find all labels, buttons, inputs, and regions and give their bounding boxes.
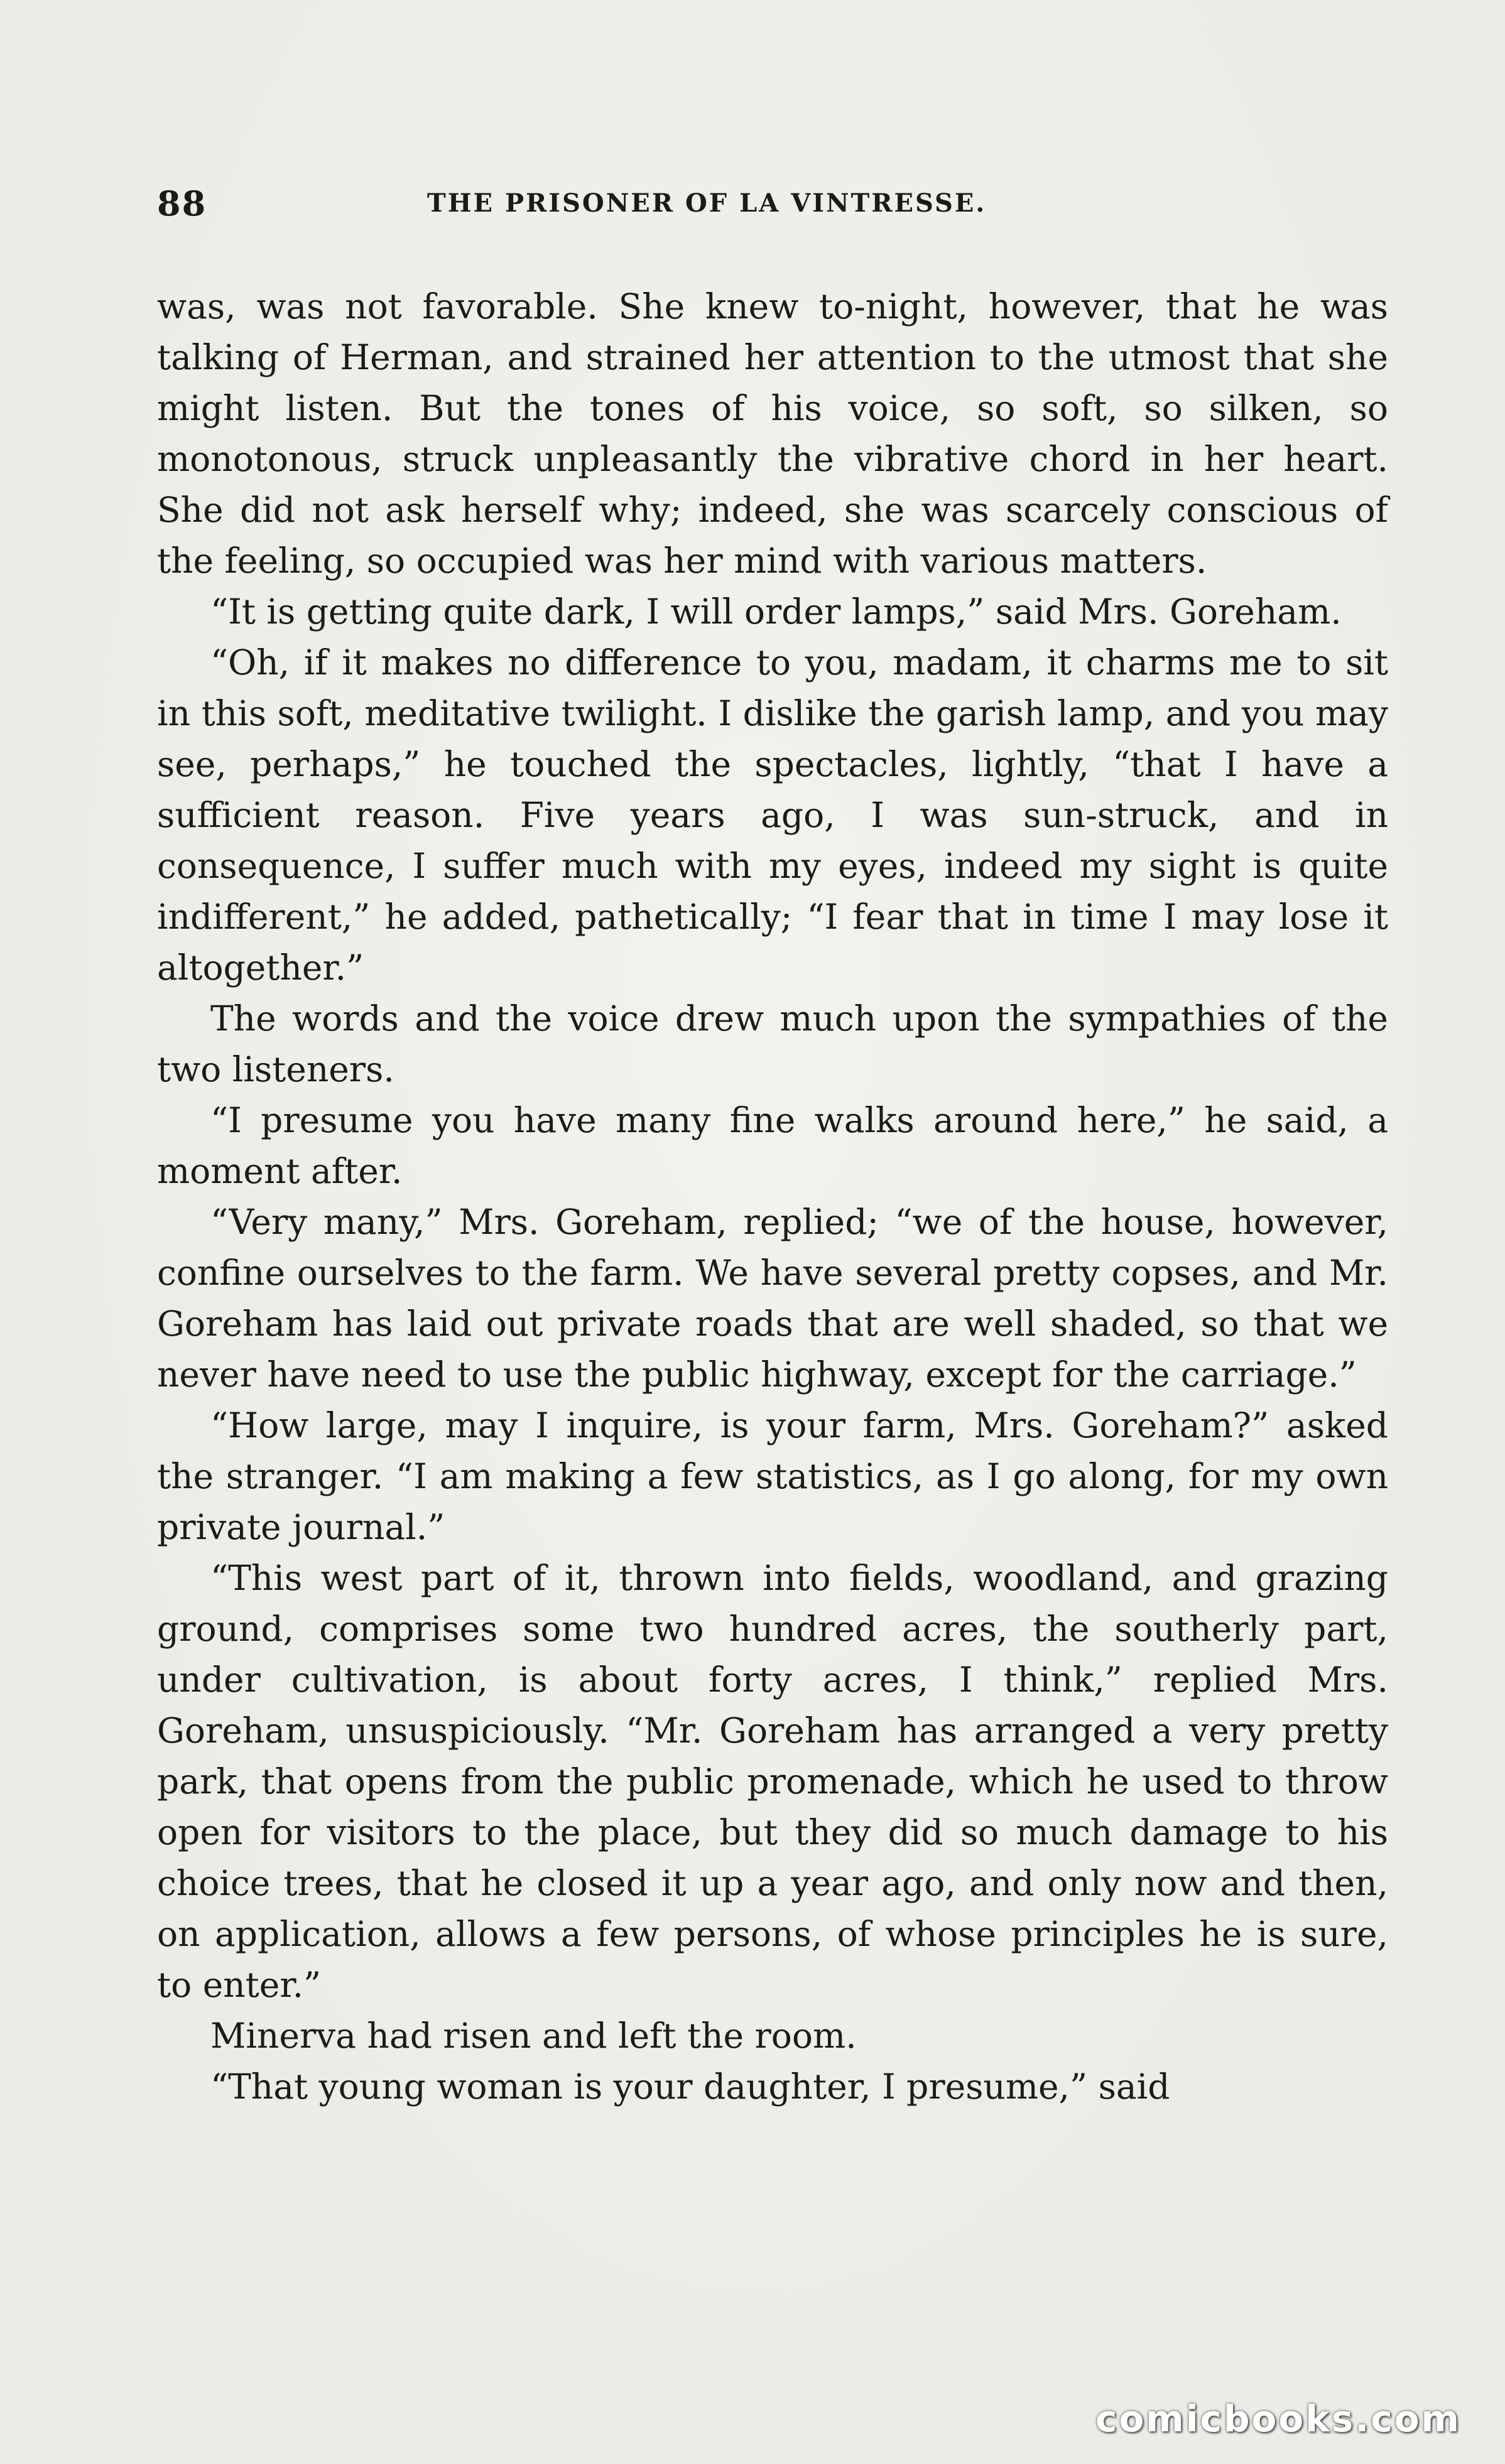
paragraph: Minerva had risen and left the room. [210,2016,857,2056]
running-head [157,183,1388,227]
paragraph: “Very many,” Mrs. Goreham, replied; “we of the house, however, confine ourselves to the farm. We have several pretty copses, and Mr. Goreham has laid out private roads that are well shaded, so that we never have need to use the public highway, except for the carriage.” [157,1202,1388,1395]
body-text [157,281,1388,2112]
book-title: THE PRISONER OF LA VINTRESSE. [427,188,987,218]
watermark: comicbooks.com [1095,2397,1461,2440]
page-number: 88 [157,183,207,224]
paragraph: “How large, may I inquire, is your farm, Mrs. Goreham?” asked the stranger. “I am making a few statistics, as I go along, for my own private journal.” [157,1405,1388,1547]
paragraph: “It is getting quite dark, I will order lamps,” said Mrs. Goreham. [210,592,1342,632]
paragraph: “That young woman is your daughter, I presume,” said [210,2067,1170,2107]
paragraph: “Oh, if it makes no difference to you, madam, it charms me to sit in this soft, meditative twilight. I dislike the garish lamp, and you may see, perhaps,” he touched the spectacles, lightly, “that I have a sufficient reason. Five years ago, I was sun-struck, and in consequence, I suffer much with my eyes, indeed my sight is quite indifferent,” he added, pathetically; “I fear that in time I may lose it altogether.” [157,642,1388,988]
paragraph: “This west part of it, thrown into fields, woodland, and grazing ground, comprises some two hundred acres, the southerly part, under cultivation, is about forty acres, I think,” replied Mrs. Goreham, unsuspiciously. “Mr. Goreham has arranged a very pretty park, that opens from the public promenade, which he used to throw open for visitors to the place, but they did so much damage to his choice trees, that he closed it up a year ago, and only now and then, on application, allows a few persons, of whose principles he is sure, to enter.” [157,1558,1388,2005]
paragraph: “I presume you have many fine walks around here,” he said, a moment after. [157,1100,1388,1191]
paragraph: The words and the voice drew much upon the sympathies of the two listeners. [157,998,1388,1089]
paragraph-continuation: was, was not favorable. She knew to-night, however, that he was talking of Herman, and strained her attention to the utmost that she might listen. But the tones of his voice, so soft, so silken, so monotonous, struck unpleasantly the vibrative chord in her heart. She did not ask herself why; indeed, she was scarcely conscious of the feeling, so occupied was her mind with various matters. [157,286,1388,581]
